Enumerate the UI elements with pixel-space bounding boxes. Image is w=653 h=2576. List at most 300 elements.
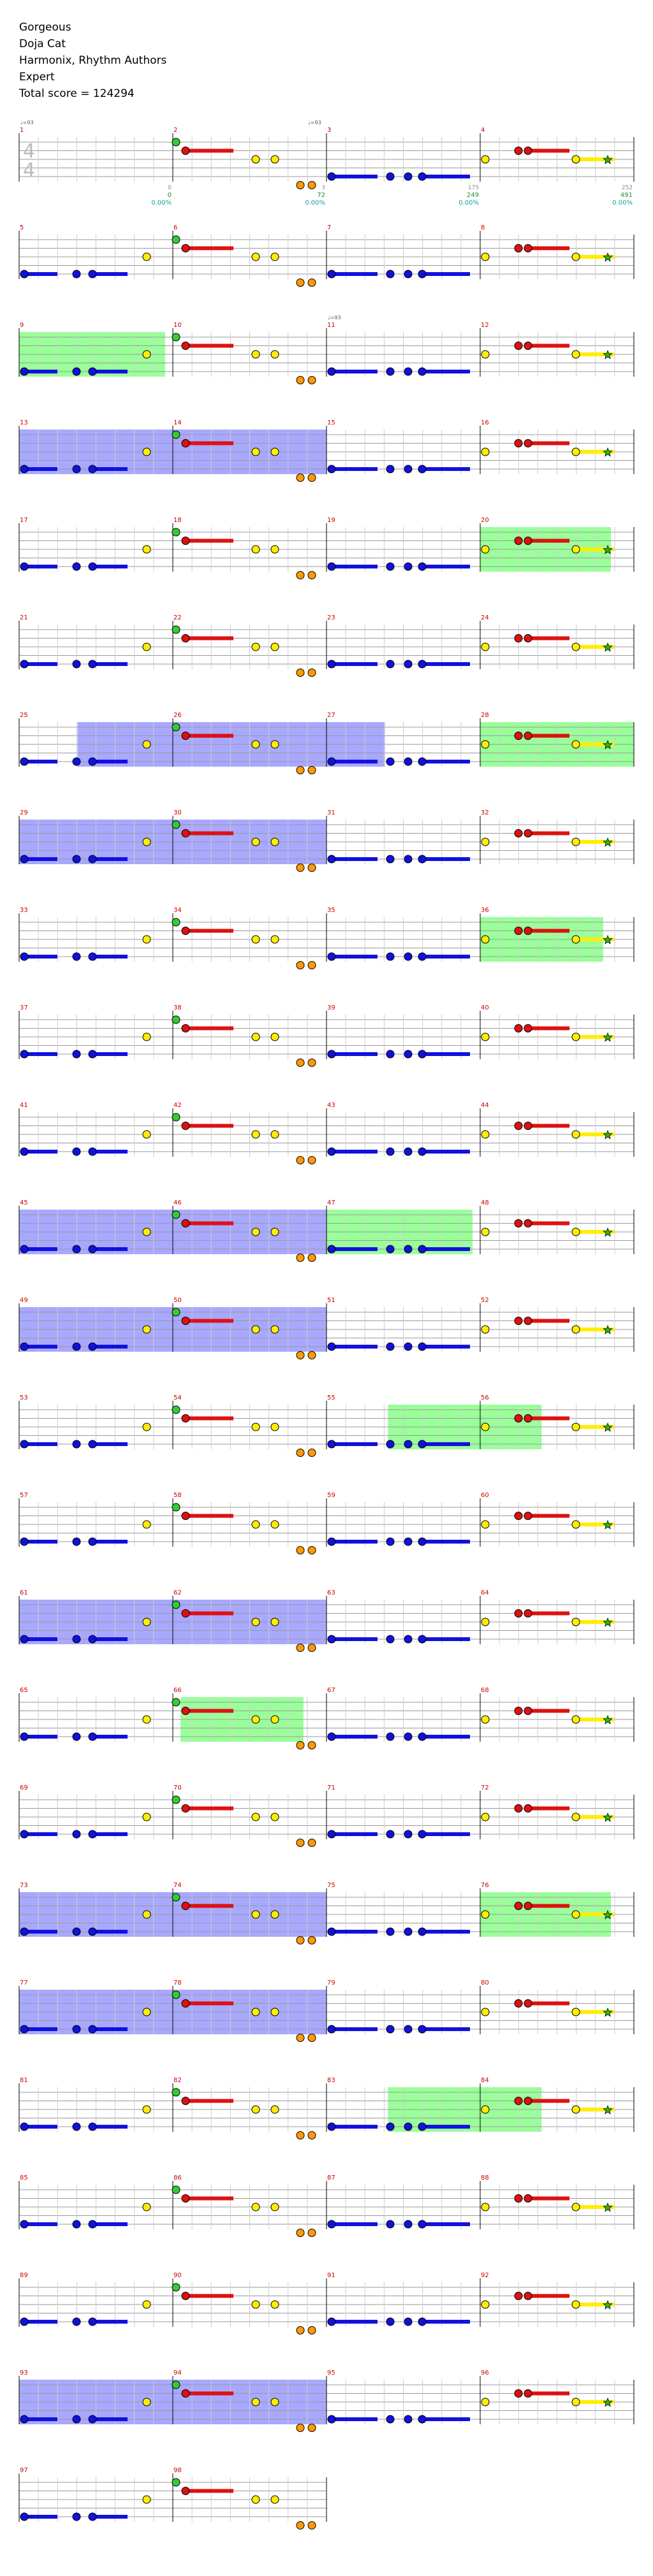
note-blue (386, 2415, 394, 2423)
measure-number: 13 (20, 419, 28, 426)
note-orange (297, 2424, 304, 2432)
note-yellow (481, 643, 489, 651)
note-yellow (252, 643, 260, 651)
note-red (182, 1610, 189, 1617)
note-yellow (572, 741, 580, 748)
note-blue (20, 660, 28, 668)
note-blue (404, 855, 412, 863)
note-blue (418, 563, 426, 570)
note-blue (89, 2513, 96, 2521)
note-yellow (252, 1131, 260, 1138)
note-blue (404, 1635, 412, 1643)
note-blue (418, 1050, 426, 1058)
note-red (515, 2195, 522, 2203)
note-yellow (572, 2301, 580, 2308)
note-yellow (481, 546, 489, 553)
note-blue (73, 368, 80, 375)
note-red (182, 2292, 189, 2300)
measure-number: 70 (173, 1784, 182, 1791)
measure-number: 53 (20, 1394, 28, 1401)
note-yellow (252, 741, 260, 748)
note-red (182, 1025, 189, 1032)
note-blue (386, 2025, 394, 2033)
note-blue (73, 1440, 80, 1448)
measure-number: 19 (327, 517, 335, 524)
time-signature-top: 4 (23, 140, 36, 163)
star-power-note (603, 2203, 612, 2211)
score-value: 491 (620, 192, 633, 199)
note-blue (89, 1830, 96, 1838)
percent-value: 0.00% (612, 199, 633, 206)
star-power-note (603, 838, 612, 846)
note-blue (73, 465, 80, 473)
note-blue (73, 758, 80, 765)
measure-number: 63 (327, 1589, 335, 1596)
note-blue (89, 1733, 96, 1740)
measure-number: 32 (481, 809, 489, 816)
note-red (524, 1220, 532, 1227)
note-yellow (143, 1326, 150, 1333)
note-yellow (481, 2398, 489, 2406)
note-yellow (143, 1131, 150, 1138)
note-blue (418, 1343, 426, 1350)
note-orange (308, 2327, 316, 2334)
star-power-note (603, 1326, 612, 1334)
note-yellow (481, 351, 489, 358)
note-blue (418, 660, 426, 668)
note-blue (418, 2025, 426, 2033)
measure-number: 27 (327, 712, 335, 719)
note-blue (328, 2123, 335, 2131)
note-red (524, 1707, 532, 1715)
note-blue (20, 2123, 28, 2131)
note-yellow (572, 546, 580, 553)
note-blue (328, 1343, 335, 1350)
note-blue (418, 1928, 426, 1936)
note-orange (297, 2229, 304, 2237)
measure-number: 75 (327, 1882, 335, 1889)
note-yellow (572, 1326, 580, 1333)
note-yellow (481, 1716, 489, 1723)
note-red (515, 2390, 522, 2398)
note-orange (297, 2522, 304, 2529)
note-red (182, 1220, 189, 1227)
note-red (524, 1610, 532, 1617)
note-yellow (572, 1033, 580, 1041)
star-power-note (603, 448, 612, 456)
note-blue (89, 758, 96, 765)
note-blue (328, 1245, 335, 1253)
note-blue (73, 1830, 80, 1838)
note-blue (89, 270, 96, 278)
measure-number: 39 (327, 1004, 335, 1011)
note-blue (20, 2513, 28, 2521)
note-yellow (143, 2301, 150, 2308)
measure-number: 80 (481, 1979, 489, 1986)
note-blue (404, 1148, 412, 1155)
note-yellow (143, 1618, 150, 1626)
measure-number: 2 (173, 127, 178, 134)
note-orange (308, 1937, 316, 1944)
note-yellow (271, 2398, 279, 2406)
note-red (515, 927, 522, 935)
note-blue (418, 1830, 426, 1838)
note-green (172, 2381, 180, 2389)
note-green (172, 918, 180, 926)
note-yellow (572, 1131, 580, 1138)
artist-name: Doja Cat (19, 38, 66, 50)
note-orange (308, 2522, 316, 2529)
measure-number: 11 (327, 322, 335, 329)
note-orange (297, 1449, 304, 1457)
note-blue (20, 1343, 28, 1350)
note-red (524, 927, 532, 935)
measure-number: 94 (173, 2370, 182, 2377)
measure-number: 54 (173, 1394, 182, 1401)
note-red (515, 147, 522, 155)
note-blue (73, 660, 80, 668)
note-orange (308, 377, 316, 384)
note-yellow (271, 448, 279, 456)
note-blue (20, 758, 28, 765)
note-blue (386, 1343, 394, 1350)
note-blue (89, 1538, 96, 1545)
note-blue (404, 2220, 412, 2228)
measure-number: 84 (481, 2077, 489, 2084)
note-blue (386, 1733, 394, 1740)
measure-number: 37 (20, 1004, 28, 1011)
note-yellow (252, 2398, 260, 2406)
note-orange (297, 1157, 304, 1164)
note-blue (328, 660, 335, 668)
note-red (515, 1707, 522, 1715)
note-red (515, 1805, 522, 1813)
charter-name: Harmonix, Rhythm Authors (19, 54, 167, 67)
note-yellow (143, 1033, 150, 1041)
note-blue (328, 368, 335, 375)
note-blue (386, 660, 394, 668)
note-yellow (572, 936, 580, 943)
note-blue (89, 660, 96, 668)
measure-number: 95 (327, 2370, 335, 2377)
note-blue (20, 1928, 28, 1936)
note-red (524, 245, 532, 252)
note-yellow (252, 1033, 260, 1041)
measure-number: 12 (481, 322, 489, 329)
note-blue (386, 270, 394, 278)
note-blue (20, 1635, 28, 1643)
note-yellow (143, 1423, 150, 1431)
note-yellow (481, 741, 489, 748)
measure-number: 15 (327, 419, 335, 426)
note-yellow (572, 1618, 580, 1626)
measure-number: 66 (173, 1687, 182, 1694)
note-yellow (572, 1716, 580, 1723)
note-orange (297, 1547, 304, 1554)
measure-number: 40 (481, 1004, 489, 1011)
measure-number: 46 (173, 1199, 182, 1206)
note-blue (73, 1343, 80, 1350)
note-blue (20, 1245, 28, 1253)
measure-number: 73 (20, 1882, 28, 1889)
percent-value: 0.00% (305, 199, 325, 206)
note-yellow (481, 1326, 489, 1333)
measure-number: 98 (173, 2467, 182, 2474)
note-yellow (481, 1813, 489, 1821)
note-yellow (572, 2203, 580, 2211)
note-orange (297, 864, 304, 872)
note-yellow (271, 838, 279, 846)
star-power-note (603, 1033, 612, 1041)
note-blue (404, 1830, 412, 1838)
note-yellow (572, 2398, 580, 2406)
measure-number: 52 (481, 1297, 489, 1304)
note-orange (297, 1352, 304, 1359)
note-yellow (572, 253, 580, 261)
note-blue (386, 1928, 394, 1936)
note-yellow (252, 1326, 260, 1333)
note-blue (20, 2220, 28, 2228)
note-yellow (143, 1716, 150, 1723)
note-red (524, 1122, 532, 1130)
measure-number: 91 (327, 2272, 335, 2279)
note-blue (328, 465, 335, 473)
note-red (182, 2487, 189, 2495)
measure-number: 44 (481, 1102, 489, 1109)
note-blue (418, 2123, 426, 2131)
star-power-note (603, 1521, 612, 1529)
measure-number: 60 (481, 1492, 489, 1499)
note-yellow (481, 448, 489, 456)
measure-number: 97 (20, 2467, 28, 2474)
note-blue (89, 953, 96, 960)
measure-number: 87 (327, 2174, 335, 2182)
measure-number: 29 (20, 809, 28, 816)
note-blue (328, 1830, 335, 1838)
note-blue (386, 758, 394, 765)
note-yellow (481, 2203, 489, 2211)
note-yellow (572, 1423, 580, 1431)
note-red (515, 1415, 522, 1422)
note-red (182, 2097, 189, 2105)
star-power-note (603, 2398, 612, 2406)
note-red (182, 342, 189, 350)
note-red (182, 830, 189, 837)
note-red (515, 635, 522, 642)
note-yellow (271, 1716, 279, 1723)
note-blue (73, 855, 80, 863)
measure-number: 48 (481, 1199, 489, 1206)
measure-number: 59 (327, 1492, 335, 1499)
star-power-note (603, 156, 612, 164)
note-orange (308, 962, 316, 969)
note-yellow (252, 156, 260, 163)
note-orange (297, 1937, 304, 1944)
note-blue (328, 1928, 335, 1936)
measure-number: 41 (20, 1102, 28, 1109)
note-yellow (252, 1423, 260, 1431)
total-score-value: 124294 (92, 87, 135, 100)
note-yellow (481, 2008, 489, 2016)
note-red (515, 537, 522, 545)
note-yellow (271, 1228, 279, 1236)
measure-number: 58 (173, 1492, 182, 1499)
note-yellow (271, 2106, 279, 2113)
note-blue (404, 1343, 412, 1350)
note-orange (308, 1157, 316, 1164)
note-yellow (143, 2008, 150, 2016)
event-count: 0 (168, 185, 172, 191)
measure-number: 86 (173, 2174, 182, 2182)
note-yellow (572, 643, 580, 651)
note-red (182, 1415, 189, 1422)
note-blue (404, 660, 412, 668)
star-power-note (603, 351, 612, 359)
note-yellow (252, 253, 260, 261)
note-yellow (143, 2496, 150, 2503)
note-blue (73, 270, 80, 278)
note-blue (418, 2415, 426, 2423)
note-yellow (481, 838, 489, 846)
measure-number: 77 (20, 1979, 28, 1986)
note-yellow (252, 2008, 260, 2016)
star-power-note (603, 2106, 612, 2114)
note-yellow (271, 1326, 279, 1333)
note-red (515, 1025, 522, 1032)
note-yellow (143, 2398, 150, 2406)
note-red (524, 1317, 532, 1325)
note-blue (89, 2415, 96, 2423)
note-blue (386, 1830, 394, 1838)
measure-number: 8 (481, 224, 485, 231)
note-blue (386, 1148, 394, 1155)
star-power-note (603, 1813, 612, 1821)
measure-number: 71 (327, 1784, 335, 1791)
note-red (515, 830, 522, 837)
note-green (172, 2088, 180, 2096)
measure-number: 51 (327, 1297, 335, 1304)
note-yellow (252, 2203, 260, 2211)
event-count: 175 (467, 185, 479, 191)
note-orange (308, 182, 316, 189)
note-orange (308, 1839, 316, 1847)
measure-number: 55 (327, 1394, 335, 1401)
note-blue (89, 2123, 96, 2131)
note-red (515, 1122, 522, 1130)
measure-number: 22 (173, 614, 182, 621)
note-blue (328, 2318, 335, 2326)
note-yellow (481, 2301, 489, 2308)
note-orange (308, 474, 316, 482)
star-power-note (603, 643, 612, 651)
note-blue (328, 270, 335, 278)
note-blue (386, 2123, 394, 2131)
note-blue (20, 2025, 28, 2033)
note-green (172, 2478, 180, 2486)
note-blue (89, 1245, 96, 1253)
note-yellow (271, 1423, 279, 1431)
measure-number: 64 (481, 1589, 489, 1596)
measure-number: 10 (173, 322, 182, 329)
note-blue (20, 270, 28, 278)
measure-number: 30 (173, 809, 182, 816)
note-blue (73, 1733, 80, 1740)
note-blue (73, 1538, 80, 1545)
note-orange (308, 2034, 316, 2042)
note-yellow (252, 1521, 260, 1528)
note-green (172, 2186, 180, 2194)
note-orange (308, 279, 316, 287)
note-orange (308, 767, 316, 774)
measure-number: 72 (481, 1784, 489, 1791)
note-yellow (271, 2203, 279, 2211)
note-red (182, 1512, 189, 1520)
note-yellow (271, 156, 279, 163)
note-red (524, 2097, 532, 2105)
note-orange (308, 669, 316, 677)
event-count: 252 (621, 185, 633, 191)
note-yellow (572, 448, 580, 456)
measure-number: 90 (173, 2272, 182, 2279)
score-value: 72 (317, 192, 325, 199)
event-count: 3 (321, 185, 325, 191)
measure-number: 49 (20, 1297, 28, 1304)
measure-number: 68 (481, 1687, 489, 1694)
note-orange (297, 669, 304, 677)
note-blue (328, 1148, 335, 1155)
note-orange (297, 1839, 304, 1847)
note-blue (404, 953, 412, 960)
note-blue (89, 1440, 96, 1448)
note-green (172, 138, 180, 146)
measure-number: 81 (20, 2077, 28, 2084)
note-red (515, 1220, 522, 1227)
note-yellow (252, 351, 260, 358)
note-yellow (143, 546, 150, 553)
note-blue (386, 1538, 394, 1545)
note-blue (386, 1050, 394, 1058)
measure-number: 25 (20, 712, 28, 719)
note-blue (404, 1440, 412, 1448)
note-blue (386, 953, 394, 960)
note-red (524, 1512, 532, 1520)
note-red (182, 1317, 189, 1325)
note-blue (404, 2123, 412, 2131)
measure-number: 83 (327, 2077, 335, 2084)
note-orange (297, 572, 304, 579)
note-red (182, 2390, 189, 2398)
percent-value: 0.00% (151, 199, 172, 206)
measure-number: 85 (20, 2174, 28, 2182)
note-blue (20, 953, 28, 960)
note-blue (328, 2415, 335, 2423)
note-red (524, 732, 532, 740)
measure-number: 4 (481, 127, 485, 134)
note-red (182, 1902, 189, 1910)
measure-number: 28 (481, 712, 489, 719)
measure-number: 62 (173, 1589, 182, 1596)
note-orange (297, 767, 304, 774)
note-red (515, 2000, 522, 2008)
note-blue (386, 1635, 394, 1643)
measure-number: 42 (173, 1102, 182, 1109)
note-red (515, 732, 522, 740)
note-blue (20, 2415, 28, 2423)
note-orange (308, 1742, 316, 1749)
note-blue (89, 2220, 96, 2228)
note-blue (404, 368, 412, 375)
measure-number: 1 (20, 127, 24, 134)
